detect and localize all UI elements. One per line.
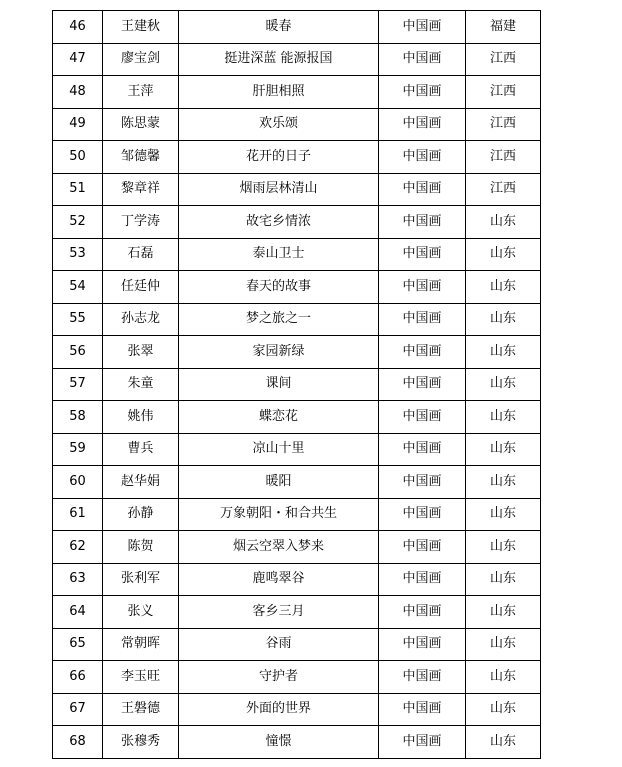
artwork-title-cell: 守护者 bbox=[179, 661, 379, 694]
serial-number-cell: 55 bbox=[53, 303, 103, 336]
serial-number-cell: 50 bbox=[53, 141, 103, 174]
serial-number-cell: 49 bbox=[53, 108, 103, 141]
province-cell: 福建 bbox=[466, 11, 541, 44]
serial-number-cell: 67 bbox=[53, 693, 103, 726]
artwork-title-cell: 挺进深蓝 能源报国 bbox=[179, 43, 379, 76]
category-cell: 中国画 bbox=[379, 173, 466, 206]
category-cell: 中国画 bbox=[379, 11, 466, 44]
province-cell: 山东 bbox=[466, 401, 541, 434]
category-cell: 中国画 bbox=[379, 271, 466, 304]
artist-name-cell: 孙志龙 bbox=[103, 303, 179, 336]
serial-number-cell: 46 bbox=[53, 11, 103, 44]
category-cell: 中国画 bbox=[379, 661, 466, 694]
table-row bbox=[53, 238, 541, 271]
artwork-title-cell: 外面的世界 bbox=[179, 693, 379, 726]
table-row bbox=[53, 368, 541, 401]
category-cell: 中国画 bbox=[379, 303, 466, 336]
artwork-title-cell: 梦之旅之一 bbox=[179, 303, 379, 336]
artist-name-cell: 陈贺 bbox=[103, 531, 179, 564]
serial-number-cell: 56 bbox=[53, 336, 103, 369]
table-row bbox=[53, 726, 541, 759]
category-cell: 中国画 bbox=[379, 368, 466, 401]
artist-name-cell: 张利军 bbox=[103, 563, 179, 596]
artist-name-cell: 任廷仲 bbox=[103, 271, 179, 304]
artist-name-cell: 王建秋 bbox=[103, 11, 179, 44]
serial-number-cell: 66 bbox=[53, 661, 103, 694]
artwork-title-cell: 暖春 bbox=[179, 11, 379, 44]
artwork-title-cell: 欢乐颂 bbox=[179, 108, 379, 141]
category-cell: 中国画 bbox=[379, 693, 466, 726]
province-cell: 山东 bbox=[466, 238, 541, 271]
table-row bbox=[53, 433, 541, 466]
artist-name-cell: 丁学涛 bbox=[103, 206, 179, 239]
artwork-title-cell: 万象朝阳・和合共生 bbox=[179, 498, 379, 531]
table-row bbox=[53, 108, 541, 141]
table-row bbox=[53, 271, 541, 304]
category-cell: 中国画 bbox=[379, 596, 466, 629]
province-cell: 江西 bbox=[466, 173, 541, 206]
artwork-title-cell: 故宅乡情浓 bbox=[179, 206, 379, 239]
province-cell: 江西 bbox=[466, 76, 541, 109]
roster-table-body bbox=[53, 11, 541, 759]
artist-name-cell: 黎章祥 bbox=[103, 173, 179, 206]
category-cell: 中国画 bbox=[379, 628, 466, 661]
serial-number-cell: 51 bbox=[53, 173, 103, 206]
serial-number-cell: 52 bbox=[53, 206, 103, 239]
province-cell: 山东 bbox=[466, 206, 541, 239]
artwork-title-cell: 烟云空翠入梦来 bbox=[179, 531, 379, 564]
artwork-title-cell: 泰山卫士 bbox=[179, 238, 379, 271]
category-cell: 中国画 bbox=[379, 563, 466, 596]
table-row bbox=[53, 43, 541, 76]
category-cell: 中国画 bbox=[379, 108, 466, 141]
artist-name-cell: 廖宝剑 bbox=[103, 43, 179, 76]
province-cell: 山东 bbox=[466, 466, 541, 499]
artist-name-cell: 孙静 bbox=[103, 498, 179, 531]
artist-name-cell: 王萍 bbox=[103, 76, 179, 109]
artwork-title-cell: 课间 bbox=[179, 368, 379, 401]
serial-number-cell: 48 bbox=[53, 76, 103, 109]
table-row bbox=[53, 336, 541, 369]
artwork-title-cell: 蝶恋花 bbox=[179, 401, 379, 434]
roster-table bbox=[52, 10, 541, 759]
province-cell: 山东 bbox=[466, 628, 541, 661]
category-cell: 中国画 bbox=[379, 531, 466, 564]
serial-number-cell: 58 bbox=[53, 401, 103, 434]
province-cell: 山东 bbox=[466, 596, 541, 629]
serial-number-cell: 63 bbox=[53, 563, 103, 596]
province-cell: 江西 bbox=[466, 108, 541, 141]
table-row bbox=[53, 11, 541, 44]
table-row bbox=[53, 303, 541, 336]
artwork-title-cell: 鹿鸣翠谷 bbox=[179, 563, 379, 596]
artist-name-cell: 邹德馨 bbox=[103, 141, 179, 174]
artwork-title-cell: 凉山十里 bbox=[179, 433, 379, 466]
province-cell: 山东 bbox=[466, 498, 541, 531]
artwork-title-cell: 憧憬 bbox=[179, 726, 379, 759]
table-row bbox=[53, 628, 541, 661]
artwork-title-cell: 暖阳 bbox=[179, 466, 379, 499]
province-cell: 山东 bbox=[466, 693, 541, 726]
artist-name-cell: 朱童 bbox=[103, 368, 179, 401]
serial-number-cell: 65 bbox=[53, 628, 103, 661]
province-cell: 山东 bbox=[466, 661, 541, 694]
serial-number-cell: 68 bbox=[53, 726, 103, 759]
artwork-title-cell: 花开的日子 bbox=[179, 141, 379, 174]
artwork-title-cell: 家园新绿 bbox=[179, 336, 379, 369]
table-row bbox=[53, 206, 541, 239]
province-cell: 山东 bbox=[466, 336, 541, 369]
province-cell: 山东 bbox=[466, 531, 541, 564]
province-cell: 山东 bbox=[466, 726, 541, 759]
artwork-title-cell: 谷雨 bbox=[179, 628, 379, 661]
artwork-title-cell: 肝胆相照 bbox=[179, 76, 379, 109]
table-row bbox=[53, 531, 541, 564]
artist-name-cell: 赵华娟 bbox=[103, 466, 179, 499]
serial-number-cell: 60 bbox=[53, 466, 103, 499]
artwork-title-cell: 客乡三月 bbox=[179, 596, 379, 629]
artwork-title-cell: 烟雨层林清山 bbox=[179, 173, 379, 206]
artist-name-cell: 李玉旺 bbox=[103, 661, 179, 694]
serial-number-cell: 47 bbox=[53, 43, 103, 76]
table-row bbox=[53, 596, 541, 629]
artwork-title-cell: 春天的故事 bbox=[179, 271, 379, 304]
artist-name-cell: 姚伟 bbox=[103, 401, 179, 434]
artist-name-cell: 石磊 bbox=[103, 238, 179, 271]
artist-name-cell: 张穆秀 bbox=[103, 726, 179, 759]
category-cell: 中国画 bbox=[379, 401, 466, 434]
artist-name-cell: 张翠 bbox=[103, 336, 179, 369]
table-row bbox=[53, 693, 541, 726]
table-row bbox=[53, 563, 541, 596]
category-cell: 中国画 bbox=[379, 43, 466, 76]
serial-number-cell: 62 bbox=[53, 531, 103, 564]
category-cell: 中国画 bbox=[379, 726, 466, 759]
artist-name-cell: 曹兵 bbox=[103, 433, 179, 466]
province-cell: 山东 bbox=[466, 433, 541, 466]
serial-number-cell: 53 bbox=[53, 238, 103, 271]
category-cell: 中国画 bbox=[379, 466, 466, 499]
category-cell: 中国画 bbox=[379, 206, 466, 239]
table-row bbox=[53, 141, 541, 174]
province-cell: 山东 bbox=[466, 303, 541, 336]
province-cell: 山东 bbox=[466, 563, 541, 596]
category-cell: 中国画 bbox=[379, 238, 466, 271]
table-row bbox=[53, 401, 541, 434]
province-cell: 山东 bbox=[466, 368, 541, 401]
artist-name-cell: 张义 bbox=[103, 596, 179, 629]
serial-number-cell: 64 bbox=[53, 596, 103, 629]
category-cell: 中国画 bbox=[379, 336, 466, 369]
table-row bbox=[53, 498, 541, 531]
serial-number-cell: 61 bbox=[53, 498, 103, 531]
serial-number-cell: 54 bbox=[53, 271, 103, 304]
category-cell: 中国画 bbox=[379, 433, 466, 466]
province-cell: 江西 bbox=[466, 43, 541, 76]
table-row bbox=[53, 466, 541, 499]
artist-name-cell: 常朝晖 bbox=[103, 628, 179, 661]
table-row bbox=[53, 661, 541, 694]
category-cell: 中国画 bbox=[379, 141, 466, 174]
serial-number-cell: 59 bbox=[53, 433, 103, 466]
category-cell: 中国画 bbox=[379, 76, 466, 109]
artist-name-cell: 陈思蒙 bbox=[103, 108, 179, 141]
province-cell: 山东 bbox=[466, 271, 541, 304]
table-row bbox=[53, 76, 541, 109]
serial-number-cell: 57 bbox=[53, 368, 103, 401]
artist-name-cell: 王磐德 bbox=[103, 693, 179, 726]
category-cell: 中国画 bbox=[379, 498, 466, 531]
table-row bbox=[53, 173, 541, 206]
province-cell: 江西 bbox=[466, 141, 541, 174]
